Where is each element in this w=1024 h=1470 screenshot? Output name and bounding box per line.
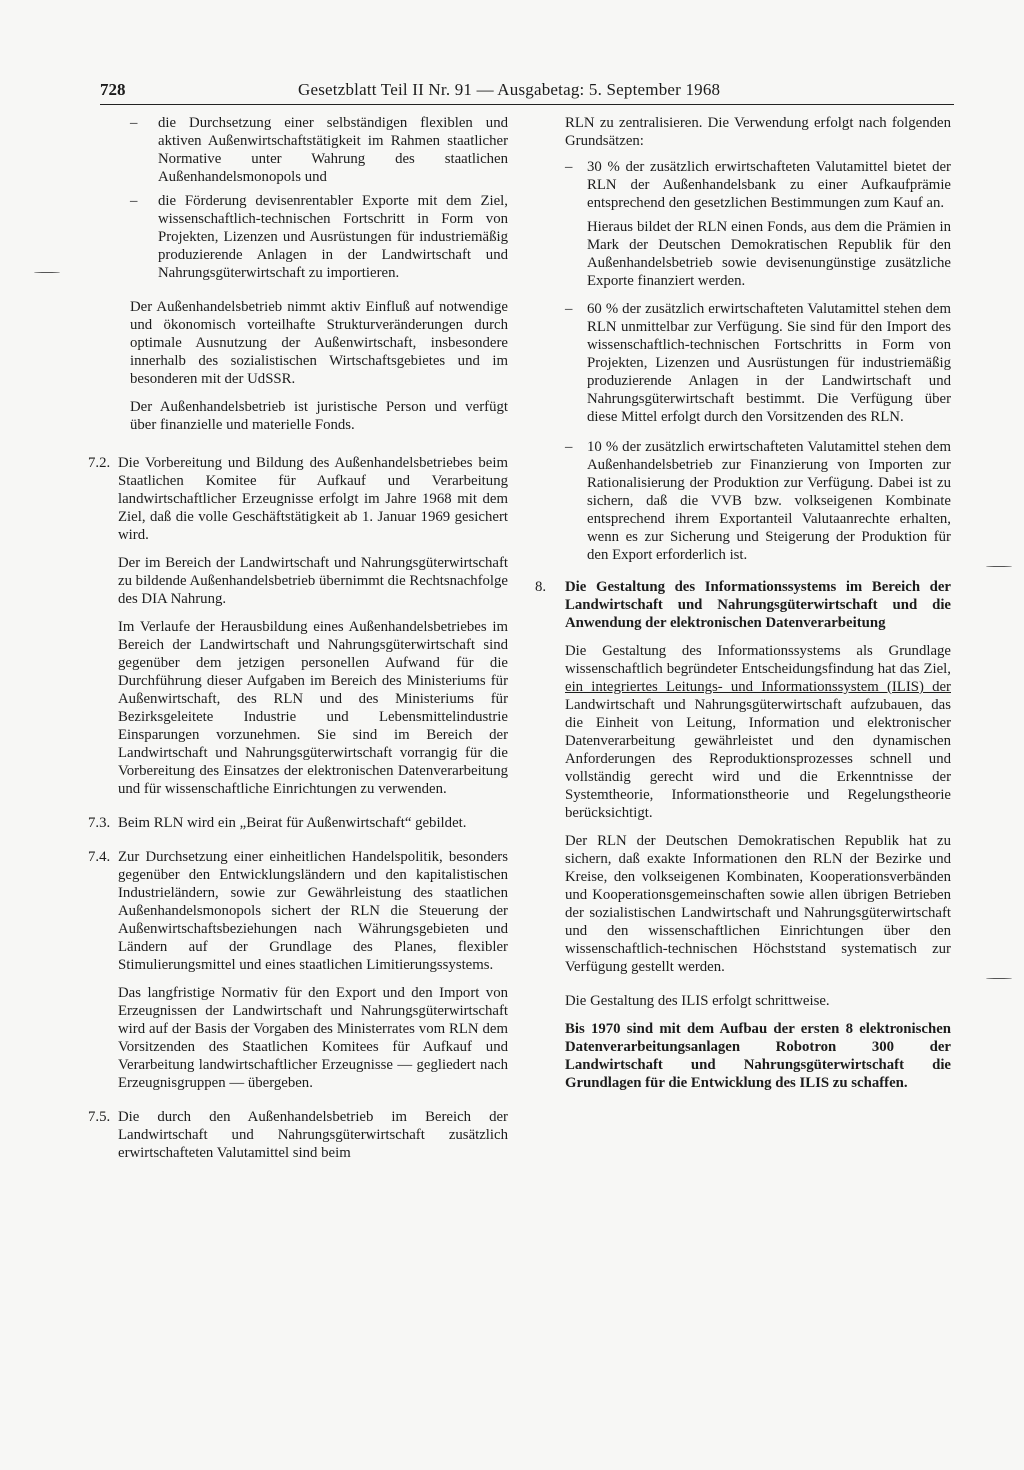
bullet-text: die Durchsetzung einer selbständigen flexiblen und aktiven Außenwirtschaftstätigkeit im Rahmen staatlicher Normative unter Wahrung des staatlichen Außenhandelsmonopols und (158, 115, 508, 185)
section-number: 7.4. (88, 849, 111, 865)
bullet-text: 10 % der zusätzlich erwirtschafteten Valutamittel stehen dem Außenhandelsbetrieb zur Finanzierung von Importen zur Rationalisierung der Produktion zur Verfügung. Dabei ist zu sichern, daß die VVB bzw. volkseigenen Kombinate entsprechend ihrem Exportanteil Valutaanrechte erhalten, wenn es zur Sicherung und Steigerung der Produktion für den Export erforderlich ist. (587, 439, 951, 563)
left-column (88, 114, 508, 1172)
dash-marker: – (565, 159, 573, 175)
section-text: Die Vorbereitung und Bildung des Außenhandelsbetriebes beim Staatlichen Komitee für Aufkauf und Verarbeitung landwirtschaftlicher Erzeugnisse erfolgt im Jahre 1968 mit dem Ziel, daß die volle Geschäftstätigkeit ab 1. Januar 1969 gesichert wird. (118, 455, 508, 543)
paragraph: Im Verlaufe der Herausbildung eines Außenhandelsbetriebes im Bereich der Landwirtschaft und Nahrungsgüterwirtschaft sind gegenüber dem jetzigen personellen Aufwand für die Durchführung dieser Aufgaben im Bereich des Ministeriums für Außenwirtschaft, des RLN und des Ministeriums für Bezirksgeleitete Industrie und Lebensmittelindustrie Einsparungen vorzunehmen. Sie sind im Bereich der Landwirtschaft und Nahrungsgüterwirtschaft vorrangig für die Vorbereitung des Einsatzes der elektronischen Datenverarbeitung und für wissenschaftliche Einrichtungen zu verwenden. (118, 619, 508, 797)
margin-mark (986, 566, 1012, 567)
bullet-text: die Förderung devisenrentabler Exporte mit dem Ziel, wissenschaftlich-technischen Fortschritt in Form von Projekten, Lizenzen und Ausrüstungen für industriemäßig produzierende Anlagen in der Landwirtschaft und Nahrungsgüterwirtschaft zu importieren. (158, 193, 508, 281)
section-text: Die durch den Außenhandelsbetrieb im Bereich der Landwirtschaft und Nahrungsgüterwirtschaft zusätzlich erwirtschafteten Valutamittel sind beim (118, 1109, 508, 1161)
bullet-item (535, 300, 951, 426)
running-head: Gesetzblatt Teil II Nr. 91 — Ausgabetag: 5. September 1968 (298, 80, 721, 99)
bullet-text: 60 % der zusätzlich erwirtschafteten Valutamittel stehen dem RLN unmittelbar zur Verfügung. Sie sind für den Import des wissenschaftlich-technischen Fortschritts in Form von Projekten, Lizenzen und Ausrüstungen für industriemäßig produzierende Anlagen in der Landwirtschaft und Nahrungsgüterwirtschaft bestimmt. Die Verfügung über diese Mittel erfolgt durch den Vorsitzenden des RLN. (587, 301, 951, 425)
section-7-4 (88, 848, 508, 974)
section-number: 7.5. (88, 1109, 111, 1125)
header-rule (100, 104, 954, 105)
paragraph: RLN zu zentralisieren. Die Verwendung erfolgt nach folgenden Grundsätzen: (565, 115, 951, 149)
bullet-text: 30 % der zusätzlich erwirtschafteten Valutamittel bietet der RLN der Außenhandelsbank zu einer Aufkaufprämie entsprechend den gesetzlichen Bestimmungen zum Kauf an. (587, 159, 951, 211)
bullet-item (100, 192, 508, 282)
section-8 (535, 578, 951, 1092)
section-text: Zur Durchsetzung einer einheitlichen Handelspolitik, besonders gegenüber den Entwicklungsländern und den kapitalistischen Industrieländern, sowie zur Gewährleistung des staatlichen Außenhandelsmonopols sichert der RLN die Steuerung der Außenwirtschaftsbeziehungen nach Währungsgebieten und Ländern auf der Grundlage des Planes, flexibler Stimulierungsmittel und eines staatlichen Limitierungssystems. (118, 849, 508, 973)
section-number: 8. (535, 579, 547, 595)
bullet-item (100, 114, 508, 186)
paragraph: Der Außenhandelsbetrieb ist juristische Person und verfügt über finanzielle und materielle Fonds. (130, 399, 508, 433)
underlined-text: ein integriertes Leitungs- und Informationssystem (ILIS) der (565, 679, 951, 695)
margin-mark (986, 978, 1012, 979)
section-7-3 (88, 814, 508, 832)
section-heading: Die Gestaltung des Informationssystems im Bereich der Landwirtschaft und Nahrungsgüterwirtschaft und die Anwendung der elektronischen Datenverarbeitung (565, 579, 951, 631)
section-number: 7.2. (88, 455, 111, 471)
paragraph: Hieraus bildet der RLN einen Fonds, aus dem die Prämien in Mark der Deutschen Demokratischen Republik für den Außenhandelsbetrieb sowie devisenungünstige zusätzliche Exporte finanziert werden. (587, 219, 951, 289)
paragraph-text: Landwirtschaft und Nahrungsgüterwirtschaft aufzubauen, das die Einheit von Leitung, Information und elektronischer Datenverarbeitung gewährleistet und den dynamischen Anforderungen des Reproduktionsprozesses schnell und vollständig gerecht wird und die Erkenntnisse der Systemtheorie, Informationstheorie und Regelungstheorie berücksichtigt. (565, 697, 951, 821)
paragraph: Die Gestaltung des ILIS erfolgt schrittweise. (565, 993, 830, 1009)
section-text: Beim RLN wird ein „Beirat für Außenwirtschaft“ gebildet. (118, 815, 467, 831)
bold-paragraph: Bis 1970 sind mit dem Aufbau der ersten 8 elektronischen Datenverarbeitungsanlagen Robotron 300 der Landwirtschaft und Nahrungsgüterwirtschaft die Grundlagen für die Entwicklung des ILIS zu schaffen. (565, 1021, 951, 1091)
paragraph-text: Die Gestaltung des Informationssystems als Grundlage wissenschaftlich begründeter Entscheidungsfindung hat das Ziel, (565, 643, 951, 677)
page-number: 728 (100, 80, 126, 99)
dash-marker: – (130, 115, 138, 131)
margin-mark (34, 272, 60, 273)
dash-marker: – (565, 439, 573, 455)
bullet-item (535, 158, 951, 212)
paragraph: Der im Bereich der Landwirtschaft und Nahrungsgüterwirtschaft zu bildende Außenhandelsbetrieb übernimmt die Rechtsnachfolge des DIA Nahrung. (118, 555, 508, 607)
dash-marker: – (565, 301, 573, 317)
paragraph: Der RLN der Deutschen Demokratischen Republik hat zu sichern, daß exakte Informationen den RLN der Bezirke und Kreise, den volkseigenen Kombinaten, Kooperationsverbänden und Kooperationsgemeinschaften sowie allen übrigen Betrieben der sozialistischen Landwirtschaft und Nahrungsgüterwirtschaft und den wissenschaftlichen Einrichtungen über den wissenschaftlich-technischen Höchststand systematisch zur Verfügung gestellt werden. (565, 833, 951, 975)
paragraph: Das langfristige Normativ für den Export und den Import von Erzeugnissen der Landwirtschaft und Nahrungsgüterwirtschaft wird auf der Basis der Vorgaben des Ministerrates vom RLN dem Vorsitzenden des Staatlichen Komitees für Aufkauf und Verarbeitung landwirtschaftlicher Erzeugnisse — gegliedert nach Erzeugnisgruppen — übergeben. (118, 985, 508, 1091)
dash-marker: – (130, 193, 138, 209)
section-7-2 (88, 454, 508, 544)
right-column (535, 114, 951, 1102)
section-7-5 (88, 1108, 508, 1162)
paragraph: Der Außenhandelsbetrieb nimmt aktiv Einfluß auf notwendige und ökonomisch vorteilhafte Strukturveränderungen durch optimale Ausnutzung der Außenwirtschaft, insbesondere innerhalb des sozialistischen Wirtschaftsgebietes und im besonderen mit der UdSSR. (130, 299, 508, 387)
bullet-item (535, 438, 951, 564)
paragraph (565, 642, 951, 822)
section-number: 7.3. (88, 815, 111, 831)
